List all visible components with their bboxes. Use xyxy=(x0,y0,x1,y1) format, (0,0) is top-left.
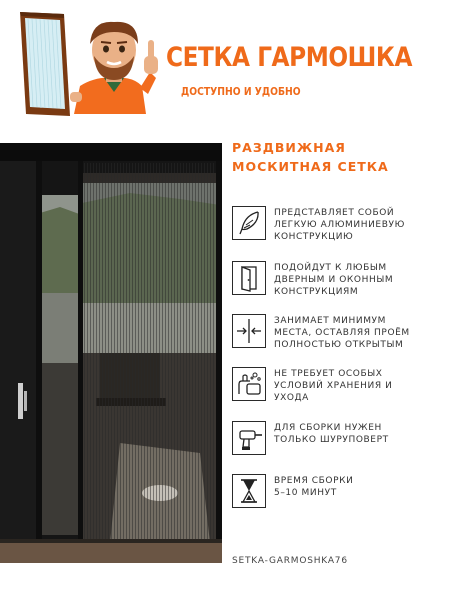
hourglass-icon xyxy=(232,474,266,508)
feature-line: ПРЕДСТАВЛЯЕТ СОБОЙ xyxy=(274,208,395,218)
headline-line-2: МОСКИТНАЯ СЕТКА xyxy=(232,159,389,174)
store-handle: SETKA-GARMOSHKA76 xyxy=(232,556,348,566)
feature-line: НЕ ТРЕБУЕТ ОСОБЫХ xyxy=(274,369,383,379)
feature-text xyxy=(274,368,450,404)
feature-line: КОНСТРУКЦИЮ xyxy=(274,232,354,242)
feature-screwdriver-only xyxy=(232,421,446,461)
feature-line: ЗАНИМАЕТ МИНИМУМ xyxy=(274,316,387,326)
feature-line: УХОДА xyxy=(274,393,309,403)
feature-line: МЕСТА, ОСТАВЛЯЯ ПРОЁМ xyxy=(274,328,410,338)
feature-line: ВРЕМЯ СБОРКИ xyxy=(274,476,354,486)
feature-line: ДЛЯ СБОРКИ НУЖЕН xyxy=(274,423,382,433)
brand-title: СЕТКА ГАРМОШКА xyxy=(166,42,413,73)
feature-line: ПОЛНОСТЬЮ ОТКРЫТЫМ xyxy=(274,340,404,350)
feature-line: ТОЛЬКО ШУРУПОВЕРТ xyxy=(274,435,389,445)
feature-line: УСЛОВИЙ ХРАНЕНИЯ И xyxy=(274,381,393,391)
feature-line: ПОДОЙДУТ К ЛЮБЫМ xyxy=(274,263,387,273)
window-frame-illustration xyxy=(14,10,74,118)
headline-line-1: РАЗДВИЖНАЯ xyxy=(232,140,346,155)
header xyxy=(0,0,450,132)
feature-line: 5–10 МИНУТ xyxy=(274,488,337,498)
feature-line: ЛЕГКУЮ АЛЮМИНИЕВУЮ xyxy=(274,220,405,230)
sliding-door-mesh-photo xyxy=(0,143,222,563)
compact-arrows-icon xyxy=(232,314,266,348)
feature-lightweight xyxy=(232,206,446,246)
feature-compact xyxy=(232,314,446,354)
feature-line: КОНСТРУКЦИЯМ xyxy=(274,287,359,297)
feature-text xyxy=(274,475,450,499)
mascot-thumbs-up xyxy=(66,16,162,114)
brand-subtitle: ДОСТУПНО И УДОБНО xyxy=(181,86,301,98)
feature-text xyxy=(274,315,450,351)
screwdriver-icon xyxy=(232,421,266,455)
feather-icon xyxy=(232,206,266,240)
feature-text xyxy=(274,262,450,298)
feature-assembly-time xyxy=(232,474,446,514)
feature-easy-care xyxy=(232,367,446,407)
feature-text xyxy=(274,207,450,243)
product-photo xyxy=(0,143,222,563)
feature-fits-any xyxy=(232,261,446,301)
feature-text xyxy=(274,422,450,446)
door-icon xyxy=(232,261,266,295)
feature-line: ДВЕРНЫМ И ОКОННЫМ xyxy=(274,275,394,285)
cleaning-hand-icon xyxy=(232,367,266,401)
product-headline xyxy=(232,138,446,176)
